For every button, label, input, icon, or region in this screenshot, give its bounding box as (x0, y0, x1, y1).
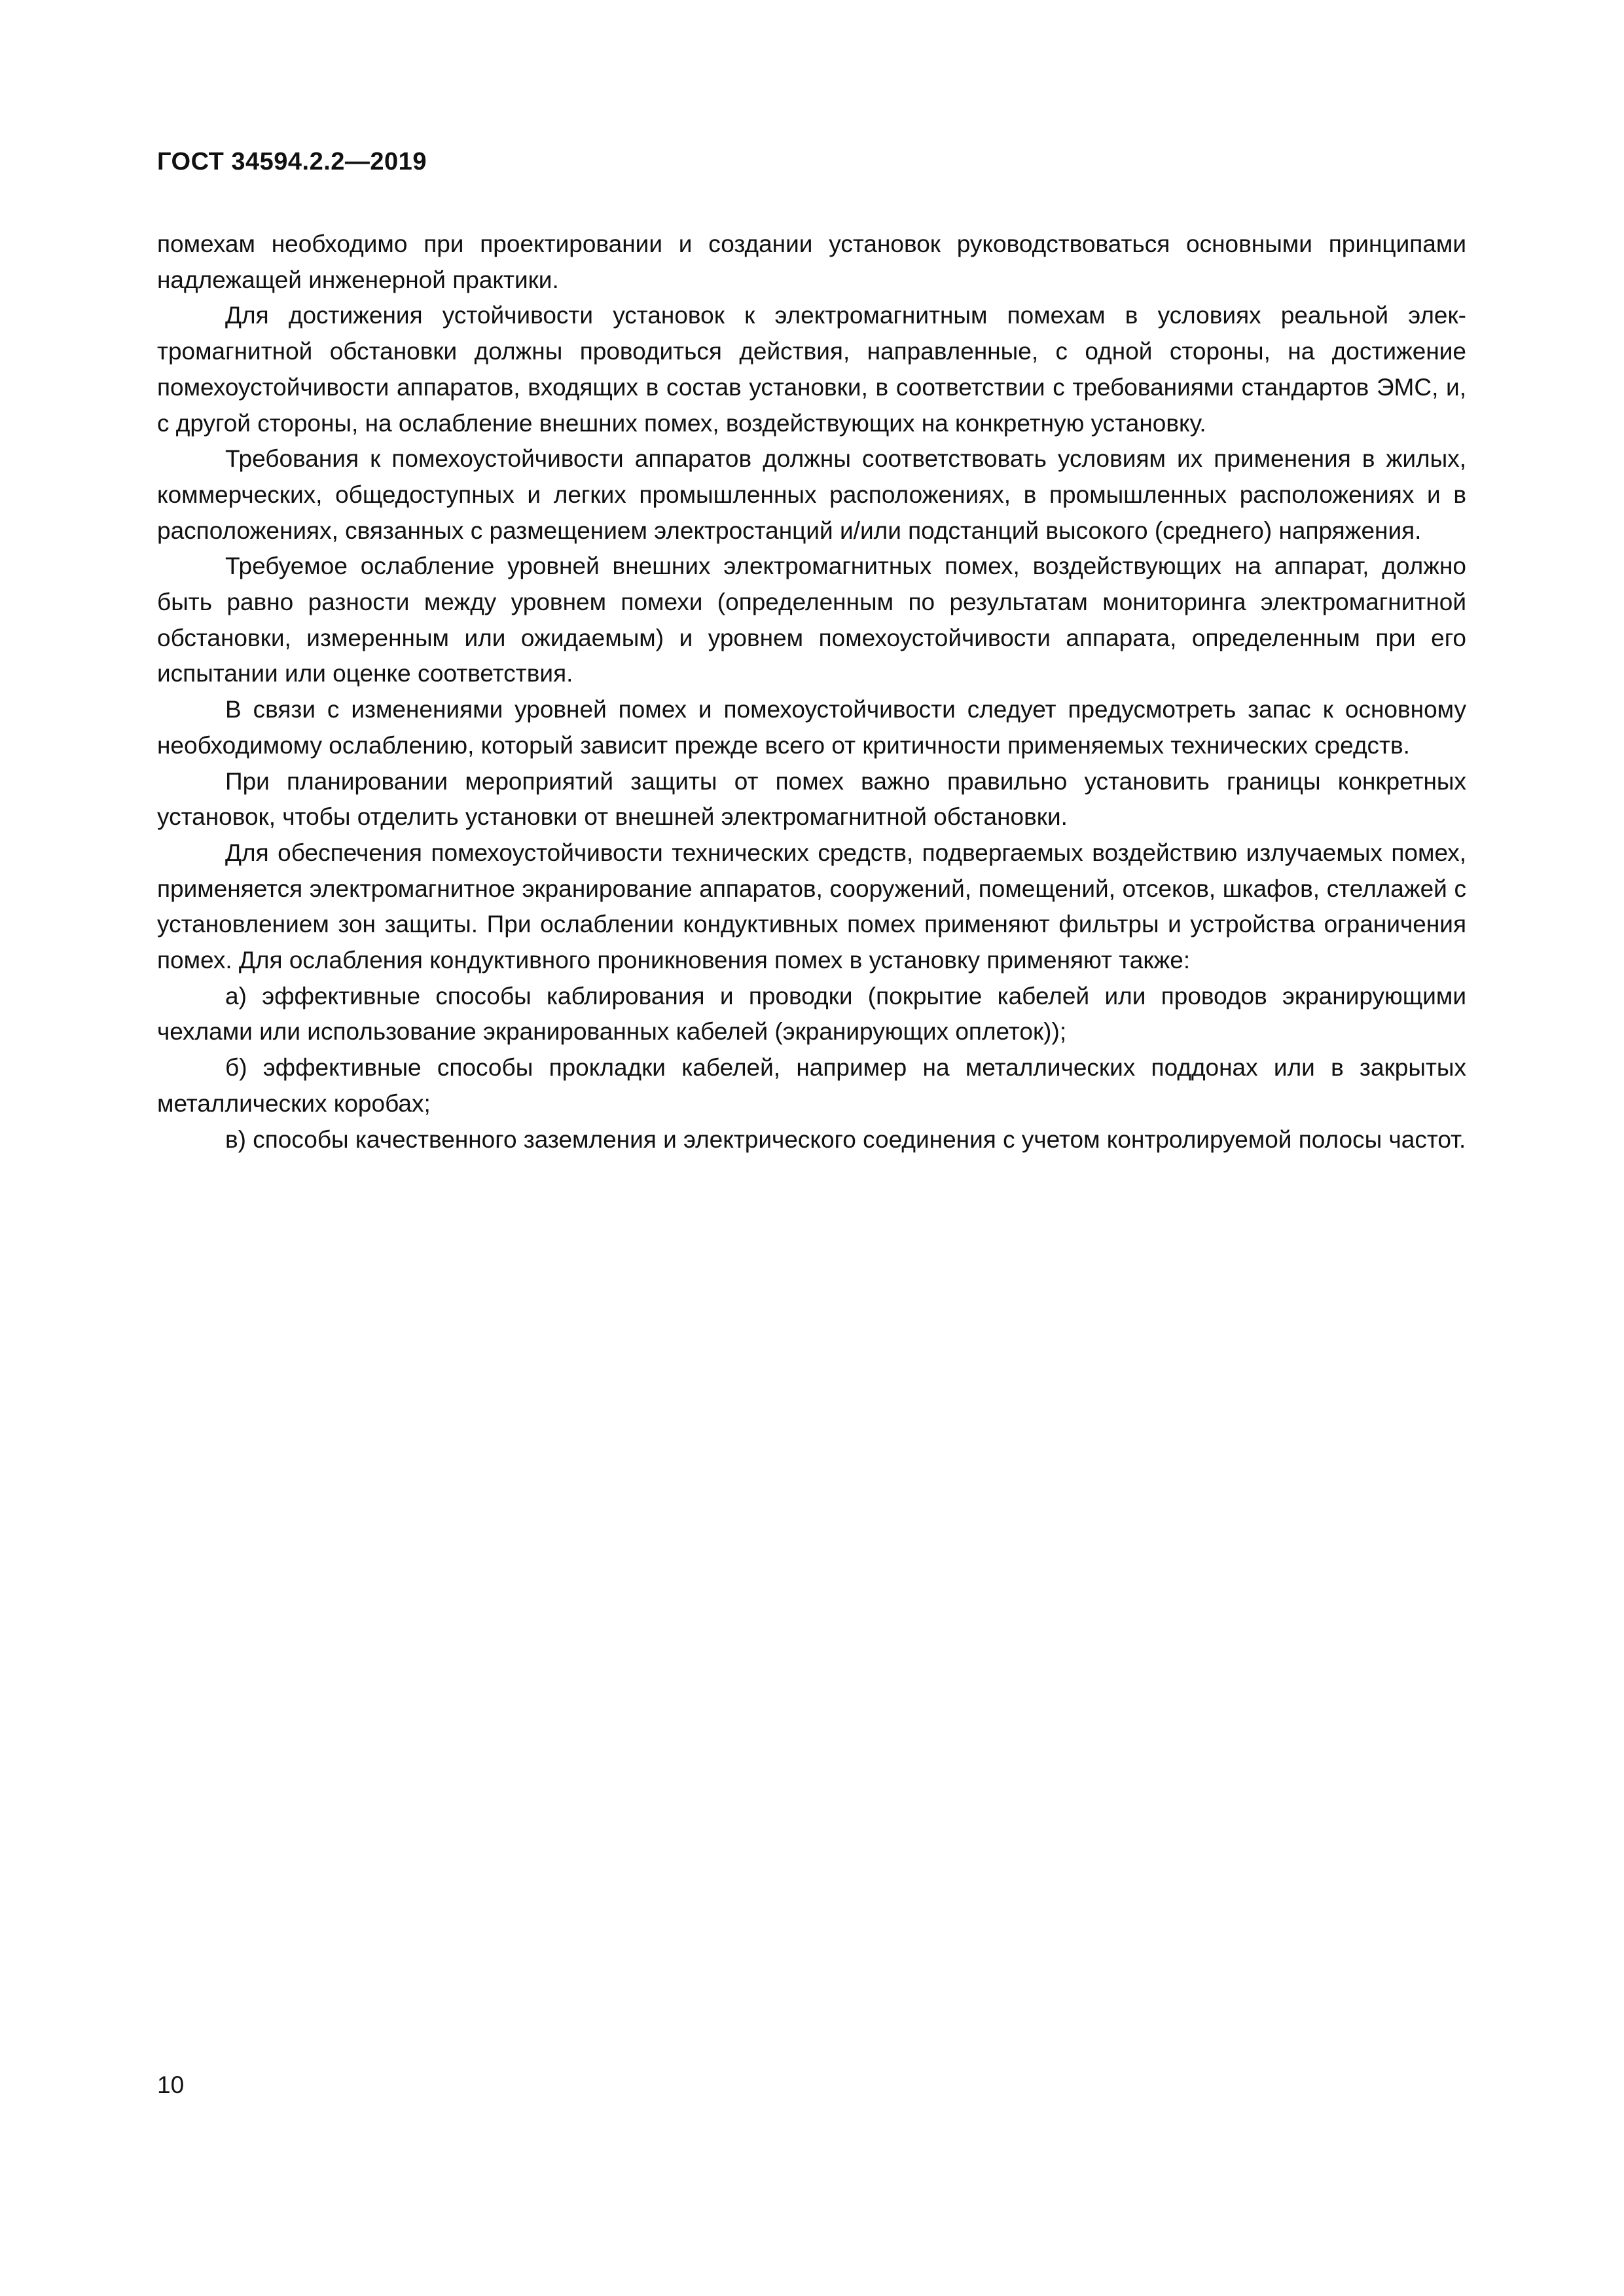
list-item-c: в) способы качественного заземления и электрического соединения с учетом контролируемой полосы частот. (225, 1125, 1466, 1153)
paragraph-immunity-requirements: Требования к помехоустойчивости аппаратов должны соответствовать условиям их применения в жилых, коммерческих, общедоступных и легких промышленных расположениях, в промышленных расположениях и в расположениях, связанных с размещением электростанций и/или подстанций высокого (среднего) напряжения. (157, 445, 1466, 544)
document-body (157, 227, 1466, 1157)
document-header: ГОСТ 34594.2.2—2019 (157, 148, 427, 175)
paragraph-emc-stability: Для достижения устойчивости установок к электромагнитным помехам в условиях реальной электромагнитной обстановки должны проводиться действия, направленные, с одной стороны, на достижение помехоустойчивости аппаратов, входящих в состав установки, в соответствии с требованиями стандартов ЭМС, и, с другой стороны, на ослабление внешних помех, воздействующих на конкретную установку. (157, 302, 1466, 437)
paragraph-shielding: Для обеспечения помехоустойчивости технических средств, подвергаемых воздействию излучаемых помех, применяется электромагнитное экранирование аппаратов, сооружений, помещений, отсеков, шкафов, стеллажей с установлением зон защиты. При ослаблении кондуктивных помех применяют фильтры и устройства ограничения помех. Для ослабления кондуктивного проникновения помех в установку применяют также: (157, 839, 1466, 974)
list-item-b: б) эффективные способы прокладки кабелей, например на металлических поддонах или в закрытых металлических коробах; (157, 1054, 1466, 1117)
list-item-a: а) эффективные способы каблирования и проводки (покрытие кабелей или проводов экранирующими чехлами или использование экранированных кабелей (экранирующих оплеток)); (157, 982, 1466, 1046)
paragraph-margin: В связи с изменениями уровней помех и помехоустойчивости следует предусмотреть запас к основному необходимому ослаблению, который зависит прежде всего от критичности применяемых технических средств. (157, 696, 1466, 759)
page-number: 10 (157, 2071, 185, 2098)
paragraph-boundaries: При планировании мероприятий защиты от помех важно правильно установить границы конкретных установок, чтобы отделить установки от внешней электромагнитной обстановки. (157, 767, 1466, 831)
paragraph-required-attenuation: Требуемое ослабление уровней внешних электромагнитных помех, воздействующих на аппарат, должно быть равно разности между уровнем помехи (определенным по результатам мониторинга электромагнитной обстановки, измеренным или ожидаемым) и уровнем помехоустойчивости аппарата, определенным при его испытании или оценке соответствия. (157, 553, 1466, 687)
paragraph-continuation: помехам необходимо при проектировании и создании установок руководствоваться основными принципами надлежащей инженерной практики. (157, 230, 1466, 293)
